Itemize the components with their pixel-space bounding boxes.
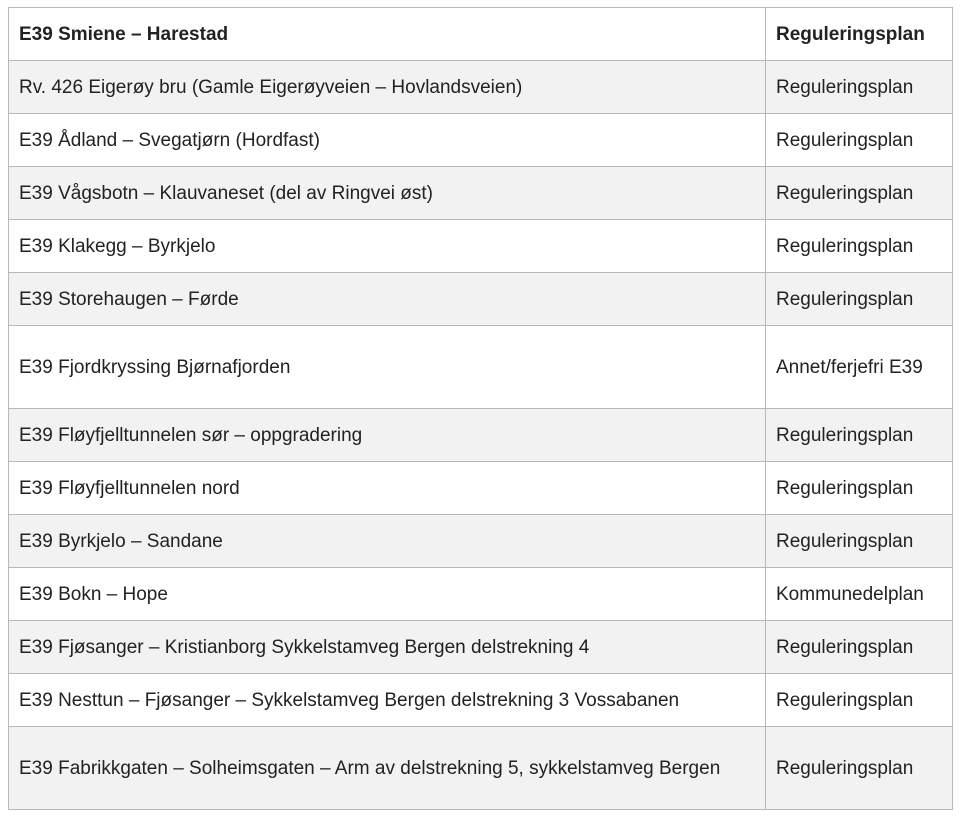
table-row: [9, 568, 953, 621]
plan-type-cell: Reguleringsplan: [766, 167, 953, 220]
table-row: [9, 515, 953, 568]
plan-type-cell: Kommunedelplan: [766, 568, 953, 621]
table-row: [9, 462, 953, 515]
project-cell: E39 Bokn – Hope: [9, 568, 766, 621]
table-row: [9, 167, 953, 220]
project-cell: E39 Ådland – Svegatjørn (Hordfast): [9, 114, 766, 167]
plan-type-cell: Reguleringsplan: [766, 621, 953, 674]
project-cell: E39 Fløyfjelltunnelen sør – oppgradering: [9, 409, 766, 462]
table-row: [9, 220, 953, 273]
plan-type-cell: Reguleringsplan: [766, 220, 953, 273]
project-cell: E39 Smiene – Harestad: [9, 8, 766, 61]
plan-type-cell: Reguleringsplan: [766, 61, 953, 114]
project-cell: E39 Klakegg – Byrkjelo: [9, 220, 766, 273]
plan-type-cell: Reguleringsplan: [766, 674, 953, 727]
project-cell: E39 Byrkjelo – Sandane: [9, 515, 766, 568]
table-row: [9, 621, 953, 674]
table-row: [9, 273, 953, 326]
project-cell: Rv. 426 Eigerøy bru (Gamle Eigerøyveien – Hovlandsveien): [9, 61, 766, 114]
table-row: [9, 114, 953, 167]
project-cell: E39 Fabrikkgaten – Solheimsgaten – Arm av delstrekning 5, sykkelstamveg Bergen: [9, 727, 766, 810]
table-row: [9, 61, 953, 114]
table-row: [9, 326, 953, 409]
plan-type-cell: Reguleringsplan: [766, 727, 953, 810]
project-cell: E39 Storehaugen – Førde: [9, 273, 766, 326]
plan-type-cell: Annet/ferjefri E39: [766, 326, 953, 409]
road-projects-table: [8, 7, 953, 810]
project-cell: E39 Fjordkryssing Bjørnafjorden: [9, 326, 766, 409]
plan-type-cell: Reguleringsplan: [766, 462, 953, 515]
table-row: [9, 409, 953, 462]
plan-type-cell: Reguleringsplan: [766, 114, 953, 167]
table-row: [9, 727, 953, 810]
project-cell: E39 Vågsbotn – Klauvaneset (del av Ringvei øst): [9, 167, 766, 220]
project-cell: E39 Fjøsanger – Kristianborg Sykkelstamveg Bergen delstrekning 4: [9, 621, 766, 674]
project-cell: E39 Fløyfjelltunnelen nord: [9, 462, 766, 515]
plan-type-cell: Reguleringsplan: [766, 409, 953, 462]
table-row: [9, 8, 953, 61]
project-cell: E39 Nesttun – Fjøsanger – Sykkelstamveg Bergen delstrekning 3 Vossabanen: [9, 674, 766, 727]
plan-type-cell: Reguleringsplan: [766, 515, 953, 568]
plan-type-cell: Reguleringsplan: [766, 273, 953, 326]
plan-type-cell: Reguleringsplan: [766, 8, 953, 61]
table-row: [9, 674, 953, 727]
